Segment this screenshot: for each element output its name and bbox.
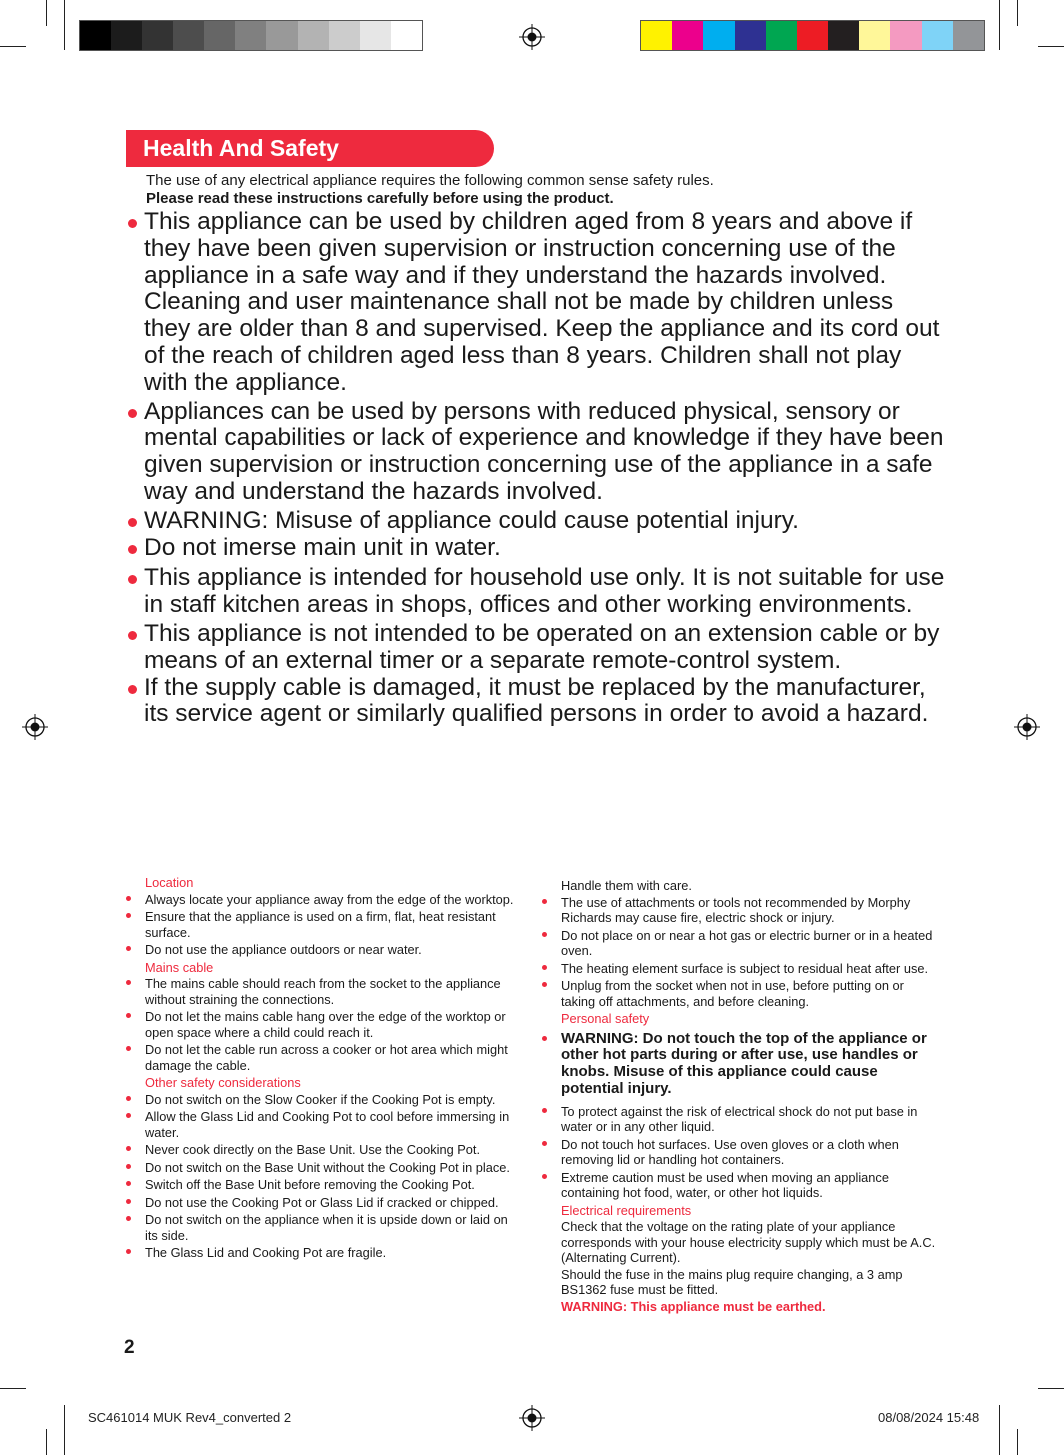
color-patch — [672, 21, 703, 50]
mains-cable-list — [126, 976, 516, 1073]
section-title: Health And Safety — [143, 135, 339, 161]
list-item: Extreme caution must be used when moving an appliance containing hot food, water, or other hot liquids. — [542, 1170, 937, 1201]
location-heading: Location — [145, 875, 194, 890]
bullet-icon — [542, 1108, 547, 1113]
registration-mark-icon — [22, 714, 48, 740]
crop-mark — [0, 1388, 26, 1389]
bullet-icon — [126, 946, 131, 951]
bullet-icon — [128, 219, 137, 228]
section-title-banner — [126, 130, 494, 167]
crop-mark — [1017, 1429, 1018, 1455]
intro-line: The use of any electrical appliance requires the following common sense safety rules. — [146, 172, 714, 189]
bullet-icon — [126, 1046, 131, 1051]
intro-text — [146, 172, 714, 208]
list-item: Do not place on or near a hot gas or electric burner or in a heated oven. — [542, 928, 937, 959]
bullet-icon — [128, 545, 137, 554]
grayscale-color-bar — [79, 20, 423, 51]
main-safety-item: If the supply cable is damaged, it must be replaced by the manufacturer, its service agent or similarly qualified persons in order to avoid a hazard. — [126, 675, 946, 729]
personal-safety-heading: Personal safety — [561, 1011, 650, 1026]
bullet-icon — [126, 913, 131, 918]
bullet-icon — [126, 1199, 131, 1204]
main-safety-item: Do not imerse main unit in water. — [126, 535, 946, 562]
list-item: Do not let the cable run across a cooker or hot area which might damage the cable. — [126, 1042, 516, 1073]
crop-mark — [46, 0, 47, 26]
crop-mark — [999, 0, 1000, 50]
electrical-text: Check that the voltage on the rating plate of your appliance corresponds with your house electricity supply which must be A.C. (Alternating Current). — [561, 1219, 936, 1266]
list-item: The Glass Lid and Cooking Pot are fragile. — [126, 1245, 516, 1261]
color-patch — [173, 21, 204, 50]
list-item: Unplug from the socket when not in use, before putting on or taking off attachments, and before cleaning. — [542, 978, 937, 1009]
list-item: Do not touch hot surfaces. Use oven gloves or a cloth when removing lid or handling hot containers. — [542, 1137, 937, 1168]
list-item: Do not switch on the Slow Cooker if the Cooking Pot is empty. — [126, 1092, 516, 1108]
hot-parts-warning: WARNING: Do not touch the top of the appliance or other hot parts during or after use, use handles or knobs. Misuse of this appliance could cause potential injury. — [542, 1031, 937, 1098]
fuse-text: Should the fuse in the mains plug require changing, a 3 amp BS1362 fuse must be fitted. — [561, 1266, 903, 1298]
color-patch — [111, 21, 142, 50]
color-patch — [329, 21, 360, 50]
color-patch — [391, 21, 422, 50]
process-color-bar — [640, 20, 985, 51]
bullet-icon — [126, 1013, 131, 1018]
intro-instruction: Please read these instructions carefully before using the product. — [146, 190, 614, 207]
bullet-icon — [126, 1096, 131, 1101]
general-safety-list — [542, 895, 937, 1010]
bullet-icon — [128, 685, 137, 694]
crop-mark — [64, 0, 65, 50]
bullet-icon — [542, 1174, 547, 1179]
list-item: Do not switch on the Base Unit without the Cooking Pot in place. — [126, 1160, 516, 1176]
main-safety-item: WARNING: Misuse of appliance could cause potential injury. — [126, 508, 946, 535]
registration-mark-icon — [519, 1405, 545, 1431]
list-item: Ensure that the appliance is used on a firm, flat, heat resistant surface. — [126, 909, 516, 940]
color-patch — [703, 21, 734, 50]
bullet-icon — [128, 631, 137, 640]
bullet-icon — [542, 932, 547, 937]
list-item: Allow the Glass Lid and Cooking Pot to cool before immersing in water. — [126, 1109, 516, 1140]
bullet-icon — [128, 575, 137, 584]
color-patch — [266, 21, 297, 50]
list-item: To protect against the risk of electrical shock do not put base in water or in any other liquid. — [542, 1104, 937, 1135]
left-column — [126, 874, 516, 1263]
color-patch — [828, 21, 859, 50]
crop-mark — [0, 46, 26, 47]
bullet-icon — [126, 1164, 131, 1169]
right-column — [542, 877, 937, 1314]
bullet-icon — [542, 899, 547, 904]
bullet-icon — [542, 982, 547, 987]
earth-warning: WARNING: This appliance must be earthed. — [561, 1298, 826, 1314]
crop-mark — [1017, 0, 1018, 26]
color-patch — [298, 21, 329, 50]
crop-mark — [1038, 46, 1064, 47]
color-patch — [859, 21, 890, 50]
mains-cable-heading: Mains cable — [145, 959, 214, 975]
electrical-requirements-heading: Electrical requirements — [561, 1202, 692, 1218]
color-patch — [922, 21, 953, 50]
registration-mark-icon — [519, 24, 545, 50]
bullet-icon — [126, 980, 131, 985]
color-patch — [890, 21, 921, 50]
file-slug: SC461014 MUK Rev4_converted 2 — [88, 1410, 292, 1425]
color-patch — [735, 21, 766, 50]
page-number: 2 — [124, 1337, 135, 1358]
bullet-icon — [542, 1141, 547, 1146]
bullet-icon — [126, 1249, 131, 1254]
print-timestamp: 08/08/2024 15:48 — [878, 1410, 980, 1425]
color-patch — [766, 21, 797, 50]
list-item: Do not switch on the appliance when it is upside down or laid on its side. — [126, 1212, 516, 1243]
continuation-text: Handle them with care. — [561, 878, 692, 893]
crop-mark — [999, 1405, 1000, 1455]
bullet-icon — [128, 518, 137, 527]
other-safety-list — [126, 1092, 516, 1261]
color-patch — [80, 21, 111, 50]
color-patch — [797, 21, 828, 50]
list-item: Never cook directly on the Base Unit. Use the Cooking Pot. — [126, 1142, 516, 1158]
list-item: The mains cable should reach from the socket to the appliance without straining the connections. — [126, 976, 516, 1007]
color-patch — [204, 21, 235, 50]
bullet-icon — [126, 1113, 131, 1118]
main-safety-item: This appliance is intended for household use only. It is not suitable for use in staff kitchen areas in shops, offices and other working environments. — [126, 565, 946, 619]
color-patch — [953, 21, 984, 50]
main-safety-item: This appliance can be used by children aged from 8 years and above if they have been given supervision or instruction concerning use of the appliance in a safe way and if they understand the hazards involved. Cleaning and user maintenance shall not be made by children unless they are older than 8 and supervised. Keep the appliance and its cord out of the reach of children aged less than 8 years. Children shall not play with the appliance. — [126, 209, 946, 397]
crop-mark — [1038, 1388, 1064, 1389]
main-safety-list — [126, 209, 946, 728]
bullet-icon — [542, 965, 547, 970]
bullet-icon — [128, 409, 137, 418]
list-item: Switch off the Base Unit before removing the Cooking Pot. — [126, 1177, 516, 1193]
list-item: Do not use the Cooking Pot or Glass Lid if cracked or chipped. — [126, 1195, 516, 1211]
list-item: Always locate your appliance away from the edge of the worktop. — [126, 892, 516, 908]
location-list — [126, 892, 516, 958]
list-item: The heating element surface is subject to residual heat after use. — [542, 961, 937, 977]
bullet-icon — [126, 1146, 131, 1151]
bullet-icon — [126, 896, 131, 901]
color-patch — [641, 21, 672, 50]
main-safety-item: Appliances can be used by persons with reduced physical, sensory or mental capabilities or lack of experience and knowledge if they have been given supervision or instruction concerning use of the appliance in a safe way and understand the hazards involved. — [126, 399, 946, 506]
registration-mark-icon — [1014, 714, 1040, 740]
list-item: The use of attachments or tools not recommended by Morphy Richards may cause fire, electric shock or injury. — [542, 895, 937, 926]
color-patch — [235, 21, 266, 50]
personal-safety-list — [542, 1031, 937, 1201]
other-safety-heading: Other safety considerations — [145, 1075, 301, 1090]
bullet-icon — [126, 1181, 131, 1186]
list-item: Do not use the appliance outdoors or near water. — [126, 942, 516, 958]
color-patch — [360, 21, 391, 50]
list-item: Do not let the mains cable hang over the edge of the worktop or open space where a child could reach it. — [126, 1009, 516, 1040]
color-patch — [142, 21, 173, 50]
crop-mark — [64, 1405, 65, 1455]
crop-mark — [46, 1429, 47, 1455]
main-safety-item: This appliance is not intended to be operated on an extension cable or by means of an external timer or a separate remote-control system. — [126, 621, 946, 675]
bullet-icon — [542, 1036, 547, 1041]
bullet-icon — [126, 1216, 131, 1221]
